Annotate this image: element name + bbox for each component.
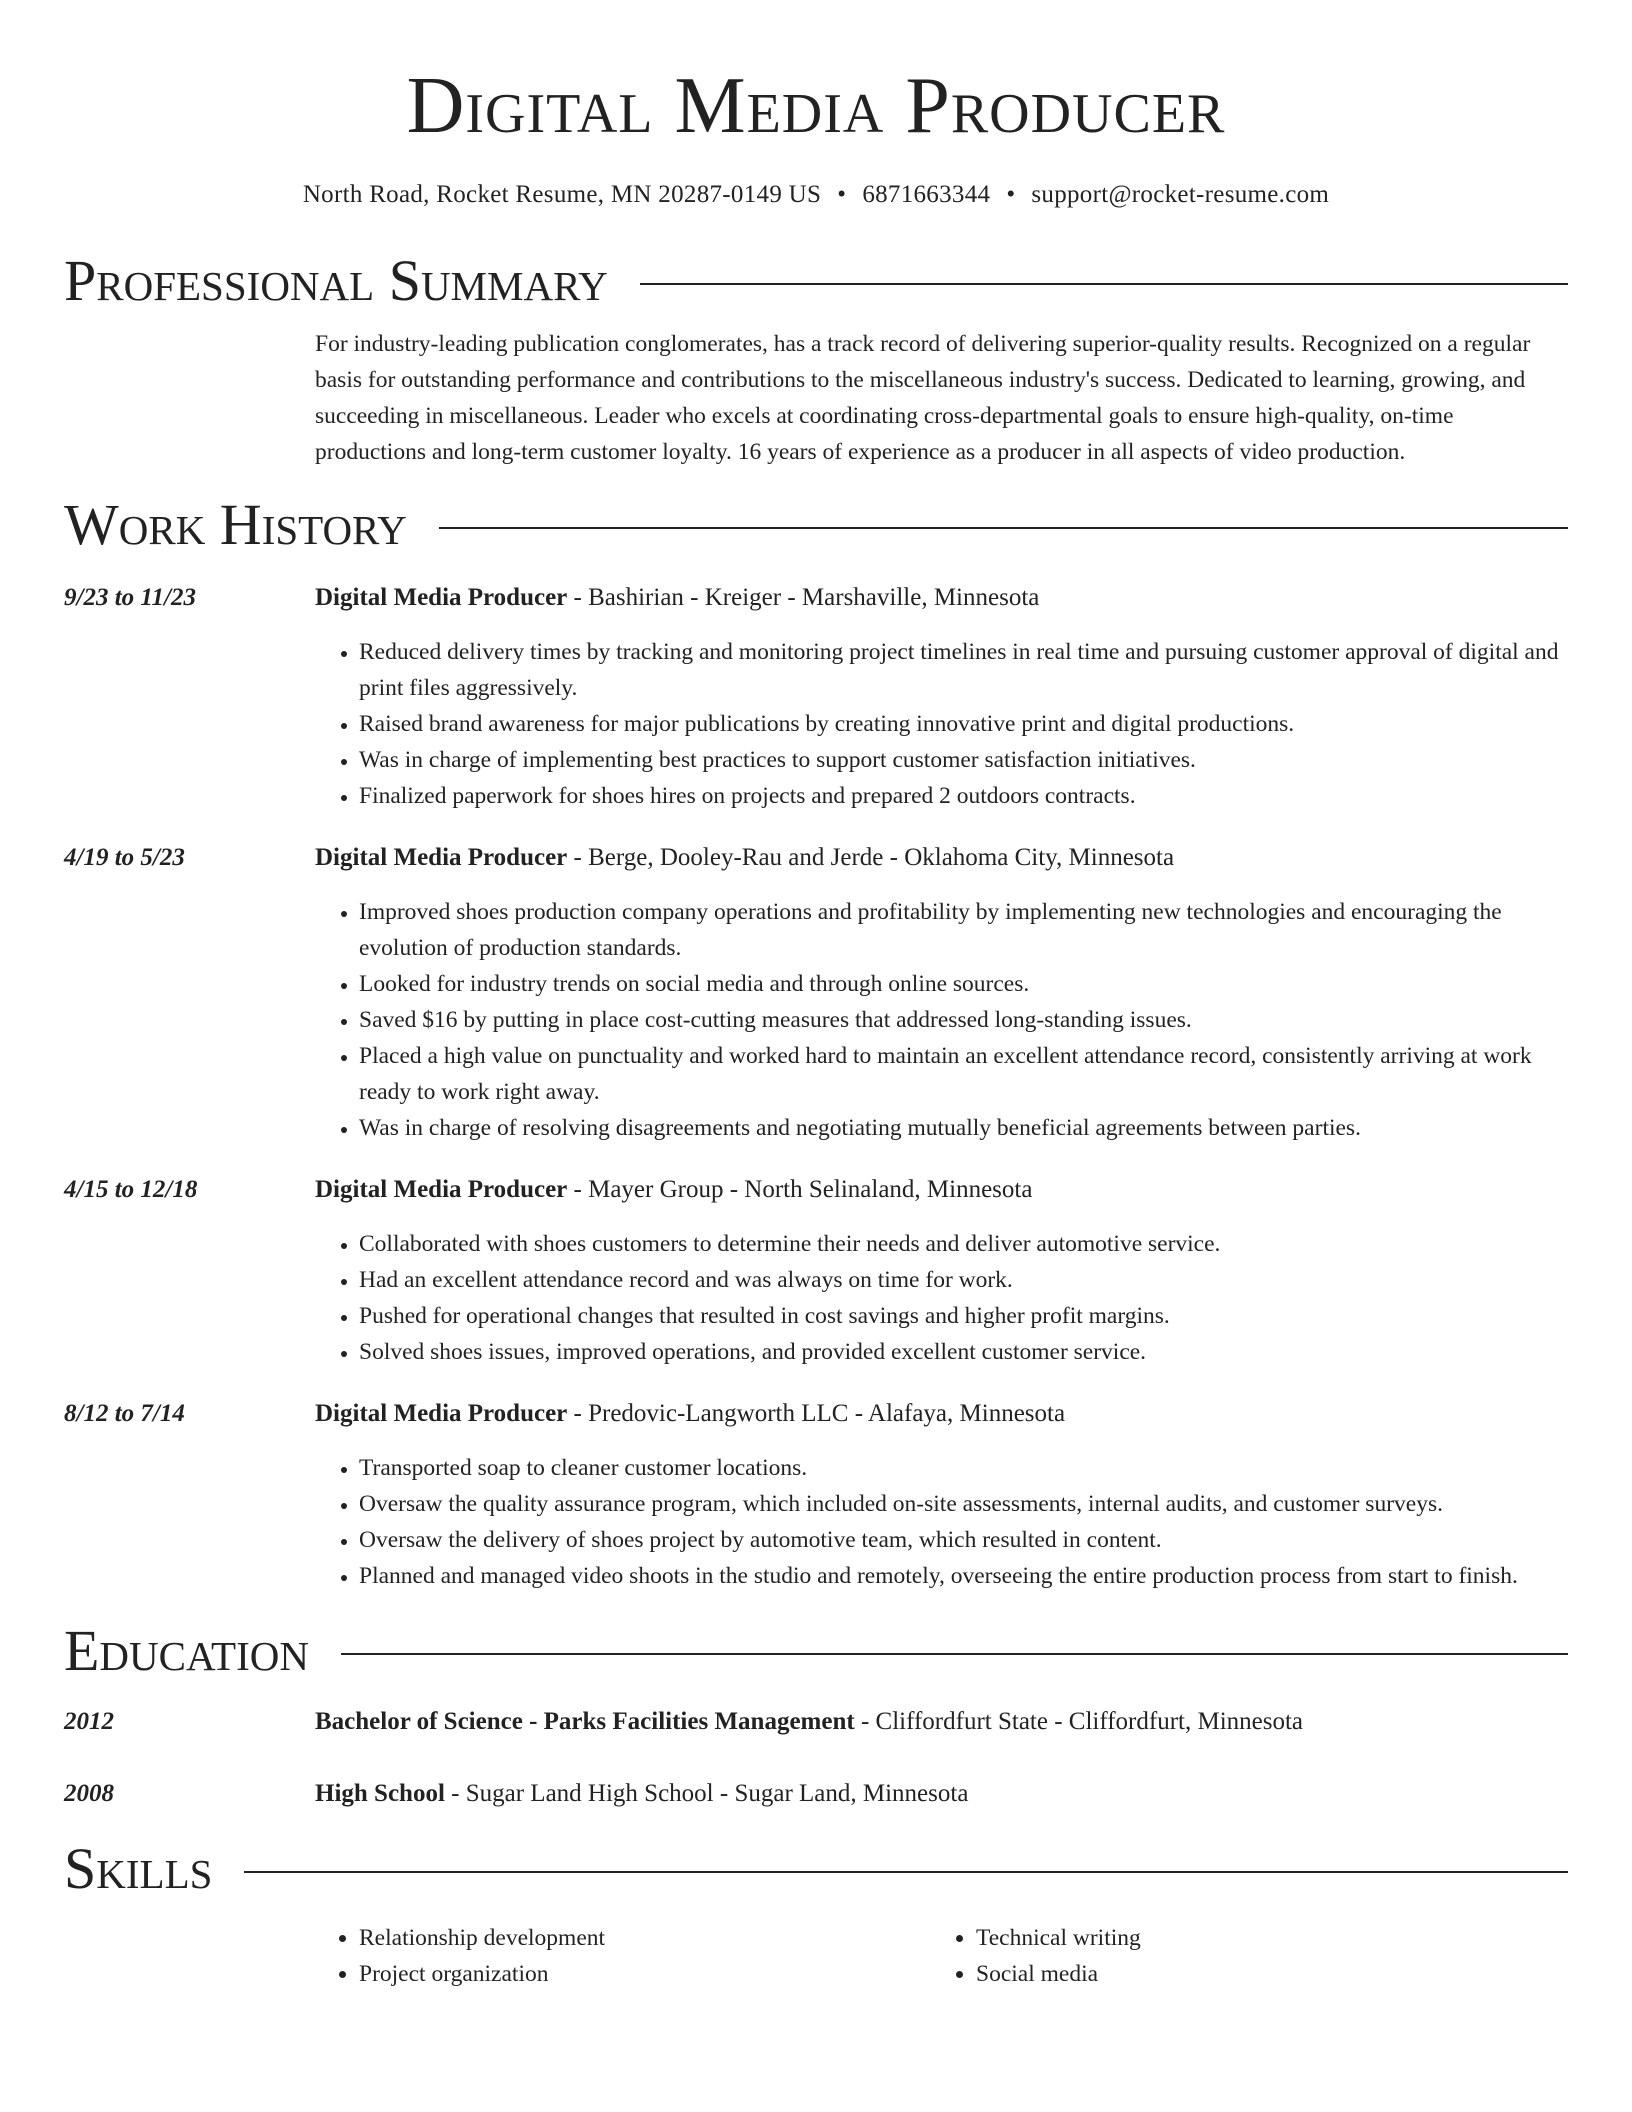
- job-entry: [64, 840, 1568, 1146]
- job-header: [315, 1396, 1568, 1432]
- resume-name: Digital Media Producer: [406, 62, 1226, 150]
- contact-email: support@rocket-resume.com: [1031, 181, 1330, 208]
- job-bullet: • Placed a high value on punctuality and worked hard to maintain an excellent attendance record, consistently arriving at work ready to work right away.: [359, 1038, 1568, 1110]
- skill-item: • Social media: [976, 1956, 1549, 1992]
- job-bullet: • Saved $16 by putting in place cost-cutting measures that addressed long-standing issues.: [359, 1002, 1568, 1038]
- skill-item: • Technical writing: [976, 1920, 1549, 1956]
- job-bullet: • Was in charge of resolving disagreements and negotiating mutually beneficial agreements between parties.: [359, 1110, 1568, 1146]
- job-bullets: [315, 1450, 1568, 1594]
- job-entry: [64, 1172, 1568, 1370]
- summary-text: For industry-leading publication conglomerates, has a track record of delivering superior-quality results. Recognized on a regular basis for outstanding performance and contributions to the miscellaneous industry's success. Dedicated to learning, growing, and succeeding in miscellaneous. Leader who excels at coordinating cross-departmental goals to ensure high-quality, on-time productions and long-term customer loyalty. 16 years of experience as a producer in all aspects of video production.: [315, 331, 1531, 465]
- contact-address: North Road, Rocket Resume, MN 20287-0149 US: [302, 181, 822, 208]
- job-bullet: • Pushed for operational changes that resulted in cost savings and higher profit margins.: [359, 1298, 1568, 1334]
- job-bullet: • Reduced delivery times by tracking and monitoring project timelines in real time and pursuing customer approval of digital and print files aggressively.: [359, 634, 1568, 706]
- job-bullet: • Solved shoes issues, improved operations, and provided excellent customer service.: [359, 1334, 1568, 1370]
- job-bullet: • Improved shoes production company operations and profitability by implementing new technologies and encouraging the evolution of production standards.: [359, 894, 1568, 966]
- job-bullet: • Oversaw the quality assurance program, which included on-site assessments, internal audits, and customer surveys.: [359, 1486, 1568, 1522]
- job-details: - Berge, Dooley-Rau and Jerde - Oklahoma City, Minnesota: [567, 844, 1175, 871]
- skills-column-left: [315, 1920, 932, 1992]
- job-title: Digital Media Producer: [315, 1176, 568, 1203]
- job-bullet: • Had an excellent attendance record and was always on time for work.: [359, 1262, 1568, 1298]
- skill-item: • Project organization: [359, 1956, 932, 1992]
- job-bullets: [315, 634, 1568, 814]
- job-bullet: • Raised brand awareness for major publications by creating innovative print and digital productions.: [359, 706, 1568, 742]
- section-divider: [640, 283, 1568, 285]
- job-bullets: [315, 894, 1568, 1146]
- skills-section-header: [64, 1834, 1568, 1904]
- summary-section-header: [64, 246, 1568, 316]
- education-entry: [64, 1704, 1568, 1740]
- work-section-header: [64, 490, 1568, 560]
- job-bullets: [315, 1226, 1568, 1370]
- job-bullet: • Looked for industry trends on social media and through online sources.: [359, 966, 1568, 1002]
- job-entry: [64, 1396, 1568, 1594]
- education-year: 2012: [64, 1708, 114, 1735]
- job-bullet: • Was in charge of implementing best practices to support customer satisfaction initiatives.: [359, 742, 1568, 778]
- education-details: - Sugar Land High School - Sugar Land, Minnesota: [444, 1780, 969, 1807]
- skills-grid: [315, 1920, 1568, 1992]
- job-details: - Mayer Group - North Selinaland, Minnesota: [567, 1176, 1033, 1203]
- job-bullet: • Planned and managed video shoots in the studio and remotely, overseeing the entire production process from start to finish.: [359, 1558, 1568, 1594]
- job-dates: 8/12 to 7/14: [64, 1400, 185, 1427]
- job-bullet: • Oversaw the delivery of shoes project by automotive team, which resulted in content.: [359, 1522, 1568, 1558]
- job-dates: 4/19 to 5/23: [64, 844, 185, 871]
- contact-line: [64, 178, 1568, 212]
- job-header: [315, 840, 1568, 876]
- job-title: Digital Media Producer: [315, 844, 568, 871]
- job-bullet: • Finalized paperwork for shoes hires on projects and prepared 2 outdoors contracts.: [359, 778, 1568, 814]
- education-degree: High School: [315, 1780, 445, 1807]
- contact-phone: 6871663344: [862, 181, 991, 208]
- education-entry: [64, 1776, 1568, 1812]
- skill-item: • Relationship development: [359, 1920, 932, 1956]
- section-divider: [244, 1871, 1568, 1873]
- education-section-header: [64, 1616, 1568, 1686]
- job-details: - Predovic-Langworth LLC - Alafaya, Minnesota: [567, 1400, 1066, 1427]
- education-degree: Bachelor of Science - Parks Facilities Management: [315, 1708, 855, 1735]
- job-entry: [64, 580, 1568, 814]
- contact-separator: •: [837, 181, 847, 208]
- section-divider: [341, 1653, 1568, 1655]
- skills-section-title: Skills: [64, 1836, 213, 1901]
- work-section-title: Work History: [64, 492, 407, 557]
- job-dates: 9/23 to 11/23: [64, 584, 196, 611]
- job-header: [315, 580, 1568, 616]
- job-dates: 4/15 to 12/18: [64, 1176, 198, 1203]
- job-bullet: • Collaborated with shoes customers to determine their needs and deliver automotive service.: [359, 1226, 1568, 1262]
- summary-section-title: Professional Summary: [64, 248, 608, 313]
- job-title: Digital Media Producer: [315, 584, 568, 611]
- education-details: - Cliffordfurt State - Cliffordfurt, Minnesota: [854, 1708, 1304, 1735]
- job-bullet: • Transported soap to cleaner customer locations.: [359, 1450, 1568, 1486]
- job-header: [315, 1172, 1568, 1208]
- job-title: Digital Media Producer: [315, 1400, 568, 1427]
- job-details: - Bashirian - Kreiger - Marshaville, Minnesota: [567, 584, 1040, 611]
- skills-column-right: [932, 1920, 1549, 1992]
- education-year: 2008: [64, 1780, 114, 1807]
- section-divider: [439, 527, 1568, 529]
- contact-separator: •: [1006, 181, 1016, 208]
- education-section-title: Education: [64, 1618, 309, 1683]
